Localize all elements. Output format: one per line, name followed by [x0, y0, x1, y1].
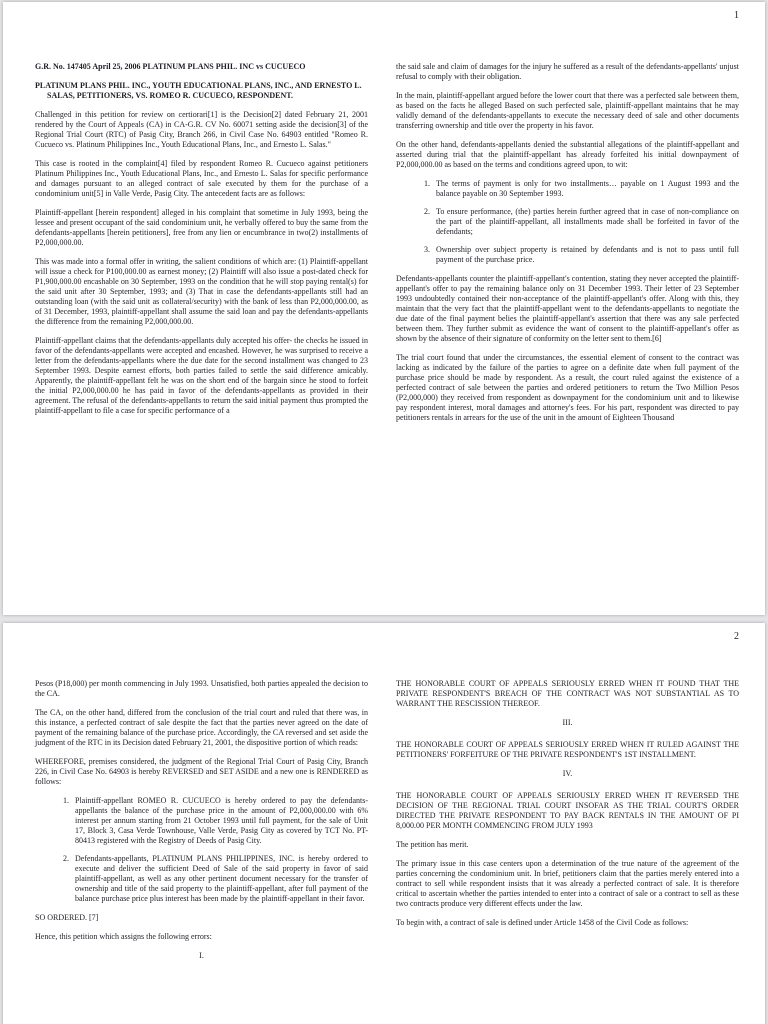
- assigned-error: THE HONORABLE COURT OF APPEALS SERIOUSLY ERRED WHEN IT REVERSED THE DECISION OF THE REGIONAL TRIAL COURT INSOFAR AS THE TRIAL COURT'S ORDER DIRECTED THE PRIVATE RESPONDENT TO PAY BACK RENTALS IN THE AMOUNT OF PI 8,000.00 PER MONTH COMMENCING FROM JULY 1993: [396, 791, 739, 830]
- roman-numeral-i: I.: [199, 951, 204, 960]
- paragraph: This case is rooted in the complaint[4] filed by respondent Romeo R. Cucueco against petitioners Platinum Philippines Inc., Youth Educational Plans, Inc., and Ernesto L. Salas for specific performance and damages pursuant to an alleged contract of sale executed by them for the purchase of a condominium unit[5] in Valle Verde, Pasig City. The antecedent facts are as follows:: [35, 159, 368, 198]
- page-number: 1: [734, 10, 739, 21]
- term-item: 2. To ensure performance, (the) parties herein further agreed that in case of non-compliance on the part of the plaintiff-appellant, all installments made shall be forfeited in favor of the defendants;: [432, 207, 739, 237]
- terms-list: [396, 179, 739, 265]
- paragraph: Defendants-appellants counter the plaintiff-appellant's contention, stating they never accepted the plaintiff-appellant's offer to pay the remaining balance only on 31 December 1993. Their letter of 23 September 1993 undoubtedly contained their non-acceptance of the plaintiff-appellant's offer. Along with this, they maintain that the very fact that the plaintiff-appellant went to the defendants-appellants to negotiate the due date of the final payment belies the plaintiff-appellant's assertion that there was any sale perfected between them. They further submit as evidence the want of consent to the plaintiff-appellant's offer as shown by the absence of their signature of conformity on the letter sent to them.[6]: [396, 274, 739, 343]
- assigned-error: THE HONORABLE COURT OF APPEALS SERIOUSLY ERRED WHEN IT FOUND THAT THE PRIVATE RESPONDENT'S BREACH OF THE CONTRACT WAS NOT SUBSTANTIAL AS TO WARRANT THE RESCISSION THEREOF.: [396, 679, 739, 708]
- roman-numeral-iv: IV.: [562, 769, 573, 778]
- page-1-left-column: [35, 62, 368, 432]
- dispositive-list: [35, 796, 368, 904]
- paragraph: In the main, plaintiff-appellant argued before the lower court that there was a perfected sale between them, as based on the facts he alleged Based on such perfected sale, plaintiff-appellant maintains that he may validly demand of the defendants-appellants to execute the necessary deed of sale and other documents transferring ownership and title over the property in his favor.: [396, 91, 739, 130]
- paragraph: Hence, this petition which assigns the following errors:: [35, 932, 212, 941]
- paragraph: Pesos (P18,000) per month commencing in July 1993. Unsatisfied, both parties appealed the decision to the CA.: [35, 679, 368, 698]
- paragraph: This was made into a formal offer in writing, the salient conditions of which are: (1) Plaintiff-appellant will issue a check for P100,000.00 as earnest money; (2) Plaintiff will also issue a post-dated check for P1,900,000.00 encashable on 30 September, 1993 on the condition that he will stop paying rental(s) for the said unit after 30 September, 1993; and (3) That in case the defendants-appellants still had an outstanding loan (with the said unit as collateral/security) with the bank of less than P2,000,000.00, as of 31 December, 1993, plaintiff-appellant shall assume the said loan and pay the defendants-appellants the difference from the remaining P2,000,000.00.: [35, 257, 368, 326]
- page-1: [3, 2, 765, 615]
- paragraph: The primary issue in this case centers upon a determination of the true nature of the agreement of the parties concerning the condominium unit. In brief, petitioners claim that the parties merely entered into a contract to sell while respondent insists that it was already a perfected contract of sale. It is therefore critical to ascertain whether the parties intended to enter into a contract of sale or a contract to sell as these two contracts produce very different effects under the law.: [396, 859, 739, 908]
- order-item: 1. Plaintiff-appellant ROMEO R. CUCUECO is hereby ordered to pay the defendants-appellants the balance of the purchase price in the amount of P2,000,000.00 with 6% interest per annum starting from 21 October 1993 until full payment, for the sale of Unit 17, Block 3, Casa Verde Townhouse, Valle Verde, Pasig City as covered by TCT No. PT-80413 registered with the Registry of Deeds of Pasig City.: [71, 796, 368, 846]
- paragraph: The trial court found that under the circumstances, the essential element of consent to the contract was lacking as indicated by the failure of the parties to agree on a definite date when full payment of the purchase price should be made by respondent. As a result, the court ruled against the existence of a perfected contract of sale between the parties and ordered petitioners to return the Two Million Pesos (P2,000,000) they received from respondent as downpayment for the condominium unit and to likewise pay respondent interest, moral damages and attorney's fees. For his part, respondent was directed to pay petitioners rentals in arrears for the use of the unit in the amount of Eighteen Thousand: [396, 353, 739, 422]
- case-parties: PLATINUM PLANS PHIL. INC., YOUTH EDUCATIONAL PLANS, INC., AND ERNESTO L. SALAS, PETITIONERS, VS. ROMEO R. CUCUECO, RESPONDENT.: [35, 81, 362, 100]
- paragraph: Challenged in this petition for review on certiorari[1] is the Decision[2] dated February 21, 2001 rendered by the Court of Appeals (CA) in CA-G.R. CV No. 60071 setting aside the decision[3] of the Regional Trial Court (RTC) of Pasig City, Branch 266, in Civil Case No. 64903 entitled "Romeo R. Cucueco vs. Platinum Philippines Inc., Youth Educational Plans, Inc., and Ernesto L. Salas.": [35, 110, 368, 149]
- paragraph: The petition has merit.: [396, 840, 469, 849]
- page-1-columns: [3, 2, 765, 432]
- page-2-left-column: [35, 679, 368, 973]
- paragraph: To begin with, a contract of sale is defined under Article 1458 of the Civil Code as follows:: [396, 918, 689, 927]
- paragraph: Plaintiff-appellant [herein respondent] alleged in his complaint that sometime in July 1993, being the lessee and present occupant of the said condominium unit, he verbally offered to buy the same from the defendants-appellants [herein petitioners], free from any lien or encumbrance in two(2) installments of P2,000,000.00.: [35, 208, 368, 247]
- paragraph: the said sale and claim of damages for the injury he suffered as a result of the defendants-appellants' unjust refusal to comply with their obligation.: [396, 62, 739, 81]
- so-ordered: SO ORDERED. [7]: [35, 913, 99, 922]
- paragraph: WHEREFORE, premises considered, the judgment of the Regional Trial Court of Pasig City, Branch 226, in Civil Case No. 64903 is hereby REVERSED and SET ASIDE and a new one is RENDERED as follows:: [35, 757, 368, 786]
- paragraph: Plaintiff-appellant claims that the defendants-appellants duly accepted his offer- the checks he issued in favor of the defendants-appellants were accepted and encashed. However, he was surprised to receive a letter from the defendants-appellants where the due date for the second installment was changed to 23 September 1993. Despite earnest efforts, both parties failed to settle the said difference amicably. Apparently, the plaintiff-appellant felt he was on the short end of the bargain since he stood to forfeit the initial P2,000,000.00 he has paid in favor of the defendants-appellants as provided in their agreement. The refusal of the defendants-appellants to return the said initial payment thus prompted the plaintiff-appellant to file a case for specific performance of a: [35, 336, 368, 415]
- page-2-columns: [3, 623, 765, 973]
- page-number: 2: [734, 631, 739, 642]
- case-heading: G.R. No. 147405 April 25, 2006 PLATINUM PLANS PHIL. INC vs CUCUECO: [35, 62, 306, 71]
- paragraph: On the other hand, defendants-appellants denied the substantial allegations of the plaintiff-appellant and asserted during trial that the plaintiff-appellant has already forfeited his initial downpayment of P2,000,000.00 as based on the terms and conditions agreed upon, to wit:: [396, 140, 739, 169]
- paragraph: The CA, on the other hand, differed from the conclusion of the trial court and ruled that there was, in this instance, a perfected contract of sale despite the fact that the parties never agreed on the date of payment of the remaining balance of the purchase price. Accordingly, the CA reversed and set aside the judgment of the RTC in its Decision dated February 21, 2001, the dispositive portion of which reads:: [35, 708, 368, 747]
- assigned-error: THE HONORABLE COURT OF APPEALS SERIOUSLY ERRED WHEN IT RULED AGAINST THE PETITIONERS' FORFEITURE OF THE PRIVATE RESPONDENT'S 1ST INSTALLMENT.: [396, 740, 739, 759]
- page-1-right-column: [396, 62, 739, 432]
- term-item: 3. Ownership over subject property is retained by defendants and is not to pass until full payment of the purchase price.: [432, 245, 739, 265]
- page-2: [3, 623, 765, 1024]
- term-item: 1. The terms of payment is only for two installments… payable on 1 August 1993 and the balance payable on 30 September 1993.: [432, 179, 739, 199]
- order-item: 2. Defendants-appellants, PLATINUM PLANS PHILIPPINES, INC. is hereby ordered to execute and deliver the sufficient Deed of Sale of the said property in favor of said plaintiff-appellant, as well as any other pertinent document necessary for the transfer of ownership and title of the said property to the plaintiff-appellant, after full payment of the balance purchase price plus interest has been made by the plaintiff-appellant in their favor.: [71, 854, 368, 904]
- page-2-right-column: [396, 679, 739, 973]
- roman-numeral-iii: III.: [562, 718, 573, 727]
